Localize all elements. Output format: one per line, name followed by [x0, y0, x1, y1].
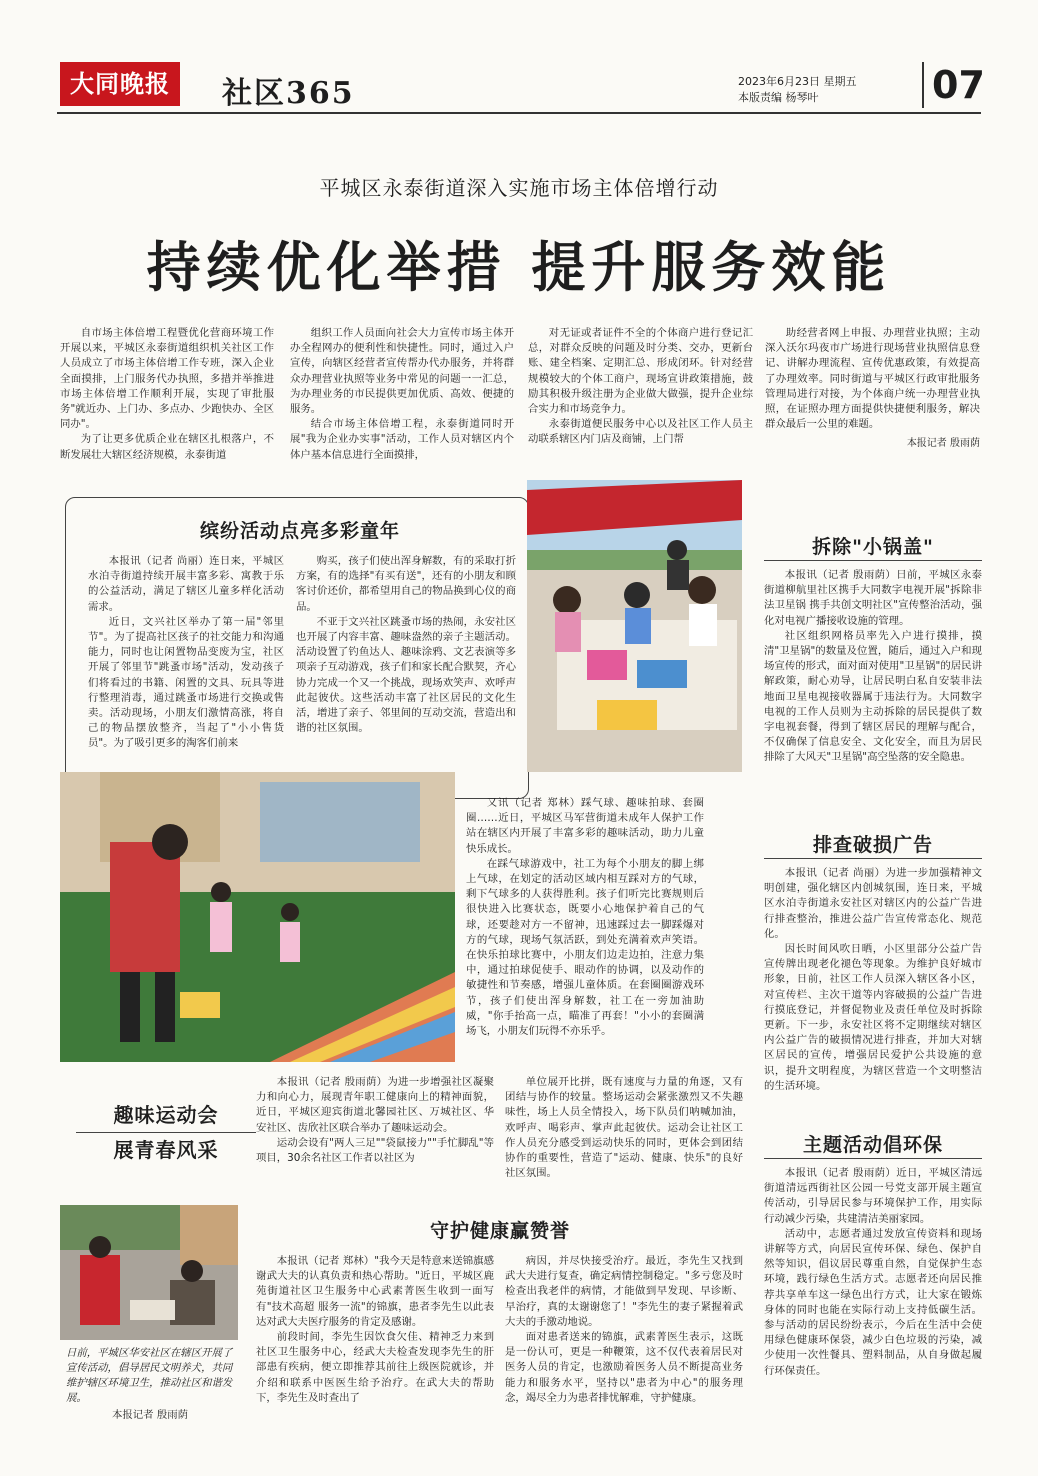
- lead-column-2: [290, 326, 514, 463]
- paragraph: 助经营者网上申报、办理营业执照；主动深入沃尔玛夜市广场进行现场营业执照信息登记、讲解办理流程、宣传优惠政策，有效提高了办理效率。同时街道与平城区行政审批服务管理局进行对接，为个体商户统一办理营业执照，在证照办理方面提供快捷便利服务，解决群众最后一公里的难题。: [765, 327, 980, 431]
- caption-text: 日前，平城区华安社区在辖区开展了宣传活动，倡导居民文明养犬，共同维护辖区环境卫生，推动社区和谐发展。: [66, 1347, 233, 1404]
- dog-campaign-photo: [60, 1205, 238, 1340]
- paragraph: 购买，孩子们使出浑身解数，有的采取打折方案，有的选择"有买有送"，还有的小朋友和顾客讨价还价，都希望用自己的物品换到心仪的商品。: [296, 555, 516, 613]
- paragraph: 组织工作人员面向社会大力宣传市场主体开办全程网办的便利性和快捷性。同时，通过入户宣传，向辖区经营者宣传帮办代办服务，并将群众办理营业执照等业务中常见的问题一一汇总，为办理业务的市民提供更加优质、高效、便捷的服务。: [290, 327, 514, 416]
- sports-story-title: [66, 1100, 266, 1165]
- paragraph: 单位展开比拼，既有速度与力量的角逐，又有团结与协作的较量。整场运动会紧张激烈又不失趣味性，场上人员全情投入，场下队员们呐喊加油，欢呼声、喝彩声、掌声此起彼伏。运动会让社区工作人员充分感受到运动快乐的同时，更体会到团结协作的重要性，营造了"运动、健康、快乐"的良好社区氛围。: [505, 1076, 743, 1180]
- side-story-1-title: 拆除"小锅盖": [812, 536, 934, 558]
- paragraph: 又讯（记者 郑林）踩气球、趣味拍球、套圈圈……近日，平城区马军营街道未成年人保护工作站在辖区内开展了丰富多彩的趣味活动，助力儿童快乐成长。: [466, 797, 704, 855]
- lead-subtitle: 平城区永泰街道深入实施市场主体倍增行动: [319, 176, 719, 200]
- masthead-rule: [57, 112, 981, 114]
- paragraph: 本报讯（记者 郑林）"我今天是特意来送锦旗感谢武大夫的认真负责和热心帮助。"近日，平城区鹿苑街道社区卫生服务中心武素菁医生收到一面写有"技术高超 服务一流"的锦旗，患者李先生以此表达对武大夫医疗服务的肯定及感谢。: [256, 1255, 494, 1328]
- paragraph: 本报讯（记者 尚丽）连日来，平城区水泊寺街道持续开展丰富多彩、寓教于乐的公益活动，满足了辖区儿童多样化活动需求。: [88, 555, 284, 613]
- market-photo: [527, 480, 742, 772]
- paragraph: 社区组织网格员率先入户进行摸排，摸清"卫星锅"的数量及位置，随后，通过入户和现场宣传的形式，面对面对使用"卫星锅"的居民讲解政策，耐心劝导，让居民明白私自安装非法地面卫星电视接收器属于违法行为。大同数字电视的工作人员则为主动拆除的居民提供了数字电视套餐，得到了辖区居民的理解与配合，不仅确保了信息安全、文化安全，而且为居民排除了大风天"卫星锅"高空坠落的安全隐患。: [764, 629, 982, 764]
- side-story-3-title: 主题活动倡环保: [802, 1134, 943, 1156]
- kids-column-b: [296, 554, 516, 736]
- side-rule: [764, 1158, 982, 1159]
- side-rule: [764, 560, 982, 561]
- paragraph: 为了让更多优质企业在辖区扎根落户，不断发展壮大辖区经济规模，永泰街道: [60, 433, 274, 461]
- paragraph: 本报讯（记者 殷雨荫）为进一步增强社区凝聚力和向心力，展现青年职工健康向上的精神面貌，近日，平城区迎宾街道北馨园社区、万城社区、华安社区、齿欣社区联合举办了趣味运动会。: [256, 1076, 494, 1134]
- date-editor: [738, 74, 857, 106]
- newspaper-logo: 大同晚报: [60, 62, 180, 106]
- paragraph: 本报讯（记者 尚丽）为进一步加强精神文明创建，强化辖区内创城氛围，连日来，平城区水泊寺街道永安社区对辖区内的公益广告进行排查整治，推进公益广告宣传常态化、规范化。: [764, 867, 982, 940]
- kids-column-c: [466, 796, 704, 1039]
- title-line: 展青春风采: [113, 1138, 219, 1162]
- title-rule: [76, 1132, 256, 1133]
- kids-story-title: 缤纷活动点亮多彩童年: [199, 520, 400, 542]
- paragraph: 不亚于文兴社区跳蚤市场的热闹，永安社区也开展了内容丰富、趣味盎然的亲子主题活动。活动设置了钓鱼达人、趣味涂鸦、文艺表演等多项亲子互动游戏，孩子们和家长配合默契，齐心协力完成一个又一个挑战，现场欢笑声、欢呼声此起彼伏。这些活动丰富了社区居民的文化生活，增进了亲子、邻里间的互动交流，营造出和谐的社区氛围。: [296, 615, 516, 735]
- health-column-b: [505, 1254, 743, 1406]
- photo-caption: [66, 1346, 234, 1423]
- side-story-1-text: [764, 568, 982, 766]
- lead-headline: 持续优化举措 提升服务效能: [146, 235, 892, 299]
- paragraph: 近日，文兴社区举办了第一届"邻里节"。为了提高社区孩子的社交能力和沟通能力，同时也让闲置物品变废为宝，社区开展了邻里节"跳蚤市场"活动，发动孩子们将看过的书籍、闲置的文具、玩具等进行整理消毒，通过跳蚤市场进行交换或售卖。活动现场，小朋友们激情高涨，将自己的物品摆放整齐，当起了"小小售货员"。为了吸引更多的淘客们前来: [88, 615, 284, 750]
- sports-column-a: [256, 1075, 494, 1166]
- side-story-3-text: [764, 1166, 982, 1379]
- paragraph: 对无证或者证件不全的个体商户进行登记汇总，对群众反映的问题及时分类、交办，更新台账、建全档案、定期汇总、形成闭环。针对经营规模较大的个体工商户，现场宣讲政策措施，鼓励其积极升级注册为企业做大做强，提升企业综合实力和市场竞争力。: [528, 327, 753, 416]
- health-story-title: 守护健康赢赞誉: [429, 1220, 570, 1242]
- page-editor: 本版责编 杨琴叶: [738, 91, 819, 104]
- paragraph: 本报讯（记者 殷雨荫）近日，平城区清远街道清远西街社区公园一号党支部开展主题宣传活动，引导居民参与环境保护工作，用实际行动减少污染，共建清洁美丽家园。: [764, 1167, 982, 1225]
- lead-column-1: [60, 326, 274, 463]
- side-rule: [764, 858, 982, 859]
- issue-date: 2023年6月23日 星期五: [738, 75, 857, 88]
- section-name: 社区365: [222, 76, 355, 111]
- paragraph: 自市场主体倍增工程暨优化营商环境工作开展以来，平城区永泰街道组织机关社区工作人员成立了市场主体倍增工作专班，深入企业全面摸排，上门服务代办执照，多措并举推进市场主体倍增工作顺利开展，实现了审批服务"就近办、上门办、多点办、少跑快办、全区同办"。: [60, 327, 274, 431]
- lead-column-3: [528, 326, 753, 448]
- health-column-a: [256, 1254, 494, 1406]
- side-story-2-text: [764, 866, 982, 1094]
- kids-column-a: [88, 554, 284, 752]
- title-line: 趣味运动会: [113, 1103, 219, 1127]
- sports-column-b: [505, 1075, 743, 1181]
- paragraph: 结合市场主体倍增工程，永泰街道同时开展"我为企业办实事"活动，工作人员对辖区内个体户基本信息进行全面摸排，: [290, 418, 514, 461]
- playground-photo: [60, 772, 455, 1062]
- paragraph: 前段时间，李先生因饮食欠佳、精神乏力来到社区卫生服务中心，经武大夫检查发现李先生的肝部患有疾病，便立即推荐其前往上级医院就诊，并介绍和联系中医医生给予治疗。在武大夫的帮助下，李先生及时查出了: [256, 1331, 494, 1404]
- page-number: 07: [922, 62, 994, 108]
- caption-byline: 本报记者 殷雨荫: [111, 1409, 189, 1421]
- paragraph: 本报讯（记者 殷雨荫）日前，平城区永泰街道柳航里社区携手大同数字电视开展"拆除非法卫星锅 携手共创文明社区"宣传整治活动，强化对电视广播接收设施的管理。: [764, 569, 982, 627]
- paragraph: 在踩气球游戏中，社工为每个小朋友的脚上绑上气球，在划定的活动区域内相互踩对方的气球，剩下气球多的人获得胜利。孩子们听完比赛规则后很快进入比赛状态，既要小心地保护着自己的气球，还要趁对方一不留神，迅速踩过去一脚踩爆对方的气球，现场气氛活跃，到处充满着欢声笑语。在快乐拍球比赛中，小朋友们边走边拍，注意力集中，通过拍球促使手、眼动作的协调，以及动作的敏捷性和节奏感，增强儿童体质。在套圈圈游戏环节，孩子们使出浑身解数，社工在一旁加油助威，"你手抬高一点，瞄准了再套！"小小的套圈满场飞，小朋友们玩得不亦乐乎。: [466, 857, 704, 1038]
- paragraph: 病因，并尽快接受治疗。最近，李先生又找到武大夫进行复查，确定病情控制稳定。"多亏您及时检查出我老伴的病情，才能做到早发现、早诊断、早治疗，真的太谢谢您了！"李先生的妻子紧握着武大夫的手激动地说。: [505, 1255, 743, 1328]
- paragraph: 面对患者送来的锦旗，武素菁医生表示，这既是一份认可，更是一种鞭策，这不仅代表着居民对医务人员的肯定，也激励着医务人员不断提高业务能力和服务水平，坚持以"患者为中心"的服务理念，竭尽全力为患者排忧解难，守护健康。: [505, 1331, 743, 1404]
- lead-byline: 本报记者 殷雨荫: [906, 438, 980, 450]
- lead-column-4: [765, 326, 980, 452]
- paragraph: 永泰街道便民服务中心以及社区工作人员主动联系辖区内门店及商铺，上门帮: [528, 418, 753, 446]
- side-story-2-title: 排查破损广告: [812, 834, 933, 856]
- paragraph: 因长时间风吹日晒，小区里部分公益广告宣传牌出现老化褪色等现象。为维护良好城市形象，日前，社区工作人员深入辖区各小区，对宣传栏、主次干道等内容破损的公益广告进行摸底登记，并督促物业及责任单位及时拆除更新。下一步，永安社区将不定期继续对辖区内公益广告的破损情况进行排查，并加大对辖区居民的宣传，增强居民爱护公共设施的意识，提升文明程度，为辖区营造一个文明整洁的生活环境。: [764, 943, 982, 1092]
- paragraph: 运动会设有"两人三足""袋鼠接力""手忙脚乱"等项目，30余名社区工作者以社区为: [256, 1136, 494, 1165]
- paragraph: 活动中，志愿者通过发放宣传资料和现场讲解等方式，向居民宣传环保、绿色、保护自然等知识，倡议居民尊重自然，自觉保护生态环境，践行绿色生活方式。志愿者还向居民推荐共享单车这一绿色出行方式，让大家在锻炼身体的同时也能在实际行动上支持低碳生活。参与活动的居民纷纷表示，今后在生活中会使用绿色健康环保袋，减少白色垃圾的污染，减少使用一次性餐具、塑料制品，从自身做起履行环保责任。: [764, 1227, 982, 1377]
